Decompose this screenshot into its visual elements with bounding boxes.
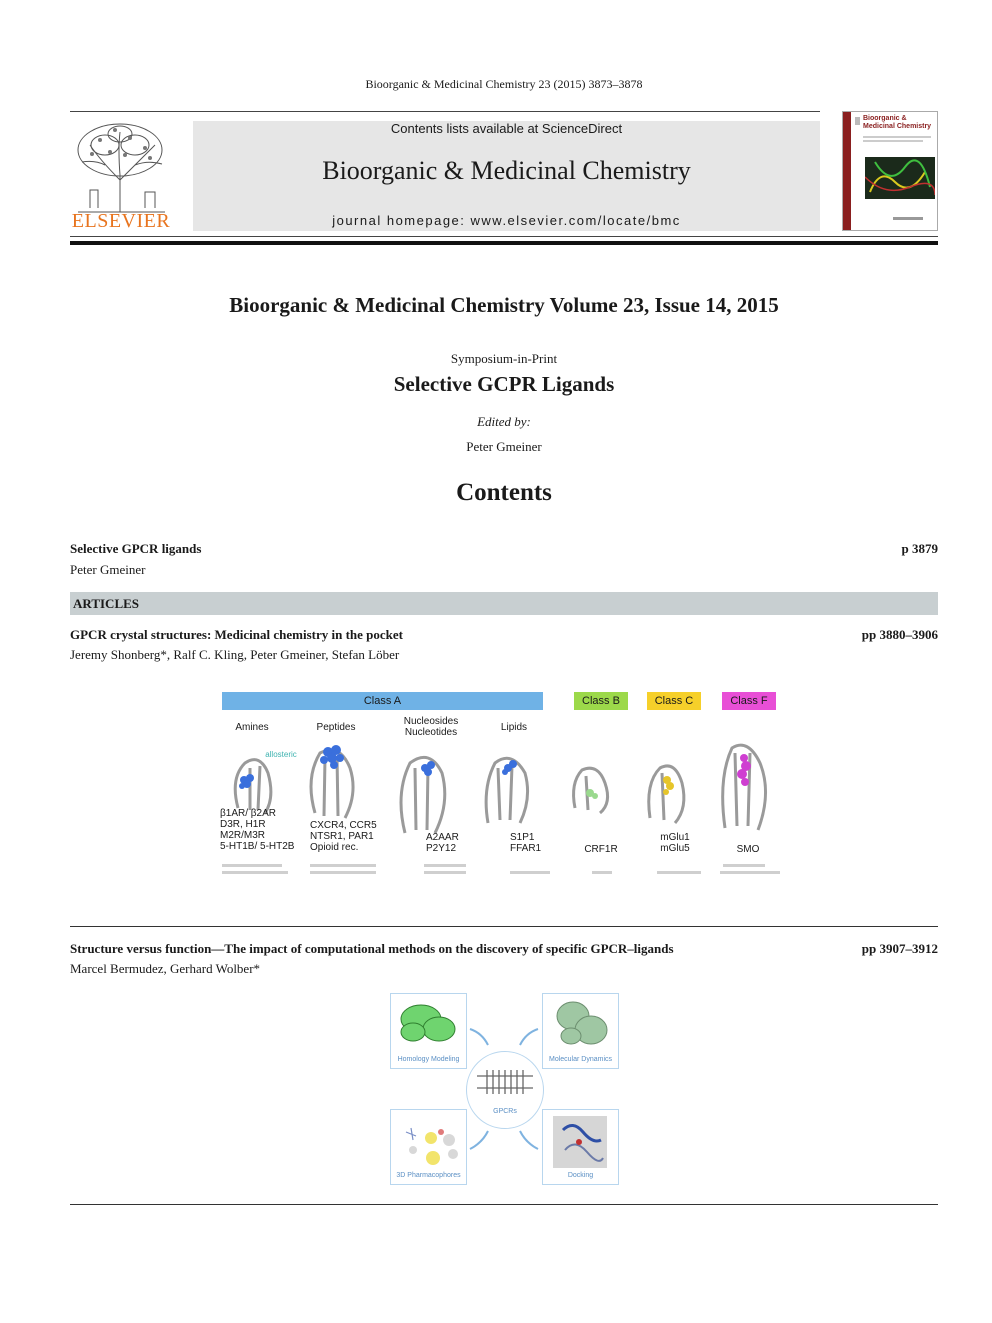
- receptor-item: NTSR1, PAR1: [310, 831, 374, 842]
- arrow-icon: [520, 1131, 538, 1149]
- graphical-abstract-gpcr-structures: [220, 690, 790, 885]
- amines-receptors: [220, 808, 295, 852]
- entry-pages: pp 3880–3906: [861, 627, 938, 642]
- gpcrs-label: GPCRs: [493, 1108, 517, 1115]
- pdb-codes-faint: [220, 862, 790, 878]
- elsevier-tree-icon: [70, 120, 172, 215]
- receptor-item: A2AAR: [426, 832, 459, 843]
- entry-title[interactable]: Selective GPCR ligands: [70, 541, 202, 556]
- entry-title[interactable]: GPCR crystal structures: Medicinal chemistry in the pocket: [70, 627, 404, 642]
- receptor-item: S1P1: [510, 832, 535, 843]
- entry-authors: Jeremy Shonberg*, Ralf C. Kling, Peter Gmeiner, Stefan Löber: [70, 647, 400, 662]
- crf1r-label: CRF1R: [584, 844, 618, 855]
- symposium-label: Symposium-in-Print: [450, 351, 558, 366]
- journal-banner: [193, 121, 820, 231]
- docking-label: Docking: [567, 1172, 594, 1179]
- entry-pages: pp 3907–3912: [861, 941, 938, 956]
- header-rule-thin: [70, 236, 938, 237]
- mglu-receptors: [650, 832, 700, 854]
- receptor-item: P2Y12: [426, 843, 457, 854]
- arrow-icon: [470, 1131, 488, 1149]
- col-amines-label: Amines: [235, 722, 269, 733]
- lipids-receptors: [510, 832, 560, 854]
- arrow-icon: [470, 1029, 488, 1045]
- col-nucleosides-label: Nucleosides Nucleotides: [403, 716, 459, 738]
- class-c-bar: Class C: [647, 692, 701, 710]
- header-rule-thick: [70, 241, 938, 245]
- entry-title[interactable]: Structure versus function—The impact of computational methods on the discovery of specific GPCR–ligands: [70, 941, 674, 956]
- allosteric-label: allosteric: [265, 750, 297, 759]
- contents-lists-text[interactable]: Contents lists available at ScienceDirect: [390, 121, 623, 136]
- class-f-bar: Class F: [722, 692, 776, 710]
- symposium-title: Selective GCPR Ligands: [393, 372, 615, 396]
- elsevier-wordmark: ELSEVIER: [71, 210, 171, 232]
- receptor-item: β1AR/ β2AR: [220, 808, 276, 819]
- receptor-item: D3R, H1R: [220, 819, 266, 830]
- contents-heading: Contents: [456, 479, 552, 506]
- col-lipids-label: Lipids: [500, 722, 528, 733]
- peptides-receptors: [310, 820, 385, 853]
- arrow-icon: [520, 1029, 538, 1045]
- page-bottom-divider: [70, 1204, 938, 1205]
- section-label: ARTICLES: [73, 596, 140, 611]
- cover-image: [865, 157, 935, 199]
- journal-homepage-link[interactable]: journal homepage: www.elsevier.com/locate/bmc: [332, 213, 681, 228]
- entry-divider: [70, 926, 938, 927]
- md-label: Molecular Dynamics: [548, 1056, 613, 1063]
- receptor-structures-image: [220, 738, 790, 858]
- receptor-item: CXCR4, CCR5: [310, 820, 377, 831]
- editor-name: Peter Gmeiner: [466, 439, 542, 454]
- entry-pages: p 3879: [901, 541, 938, 556]
- issue-title: Bioorganic & Medicinal Chemistry Volume 23, Issue 14, 2015: [229, 293, 779, 317]
- receptor-item: FFAR1: [510, 843, 542, 854]
- receptor-item: M2R/M3R: [220, 830, 266, 841]
- entry-authors: Peter Gmeiner: [70, 562, 146, 577]
- journal-citation: Bioorganic & Medicinal Chemistry 23 (2015) 3873–3878: [365, 77, 643, 91]
- journal-name: Bioorganic & Medicinal Chemistry: [322, 156, 691, 185]
- header-divider: [70, 111, 820, 112]
- col-peptides-label: Peptides: [316, 722, 356, 733]
- receptor-item: Opioid rec.: [310, 842, 359, 853]
- elsevier-logo: [70, 120, 172, 232]
- receptor-item: mGlu5: [660, 843, 690, 854]
- class-b-bar: Class B: [574, 692, 628, 710]
- cover-title: Bioorganic & Medicinal Chemistry: [863, 115, 932, 130]
- workflow-arrows: [390, 993, 618, 1185]
- section-bar: [70, 592, 938, 615]
- receptor-item: mGlu1: [660, 832, 690, 843]
- graphical-abstract-computational-methods: [390, 993, 618, 1185]
- nucleosides-receptors: [426, 832, 476, 854]
- smo-label: SMO: [736, 844, 760, 855]
- edited-by-label: Edited by:: [477, 414, 531, 429]
- journal-cover-thumbnail: [842, 111, 938, 231]
- pharmacophore-label: 3D Pharmacophores: [396, 1172, 461, 1179]
- homology-label: Homology Modeling: [397, 1056, 460, 1063]
- receptor-item: 5-HT1B/ 5-HT2B: [220, 841, 295, 852]
- entry-authors: Marcel Bermudez, Gerhard Wolber*: [70, 961, 261, 976]
- class-a-bar: Class A: [222, 692, 543, 710]
